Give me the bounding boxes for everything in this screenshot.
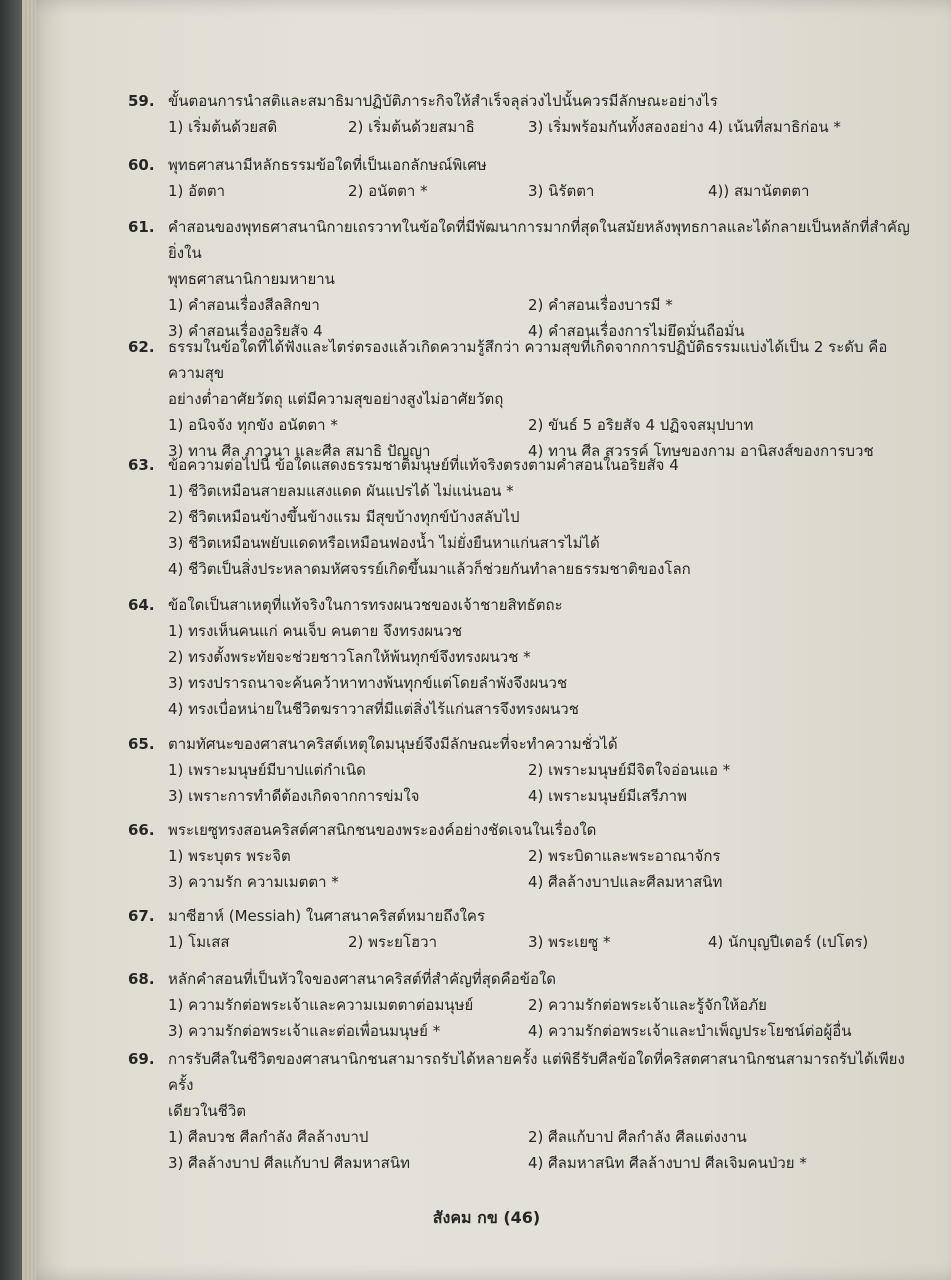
question-65 [128,731,918,809]
option-4: 4) ศีลมหาสนิท ศีลล้างบาป ศีลเจิมคนป่วย * [528,1154,807,1172]
question-69 [128,1046,918,1176]
option-2: 2) ทรงตั้งพระทัยจะช่วยชาวโลกให้พ้นทุกข์จึงทรงผนวช * [168,648,531,666]
question-text: ตามทัศนะของศาสนาคริสต์เหตุใดมนุษย์จึงมีลักษณะที่จะทำความชั่วได้ [168,735,618,753]
option-3: 3) ทาน ศีล ภาวนา และศีล สมาธิ ปัญญา [168,442,431,460]
question-text: ข้อความต่อไปนี้ ข้อใดแสดงธรรมชาติมนุษย์ที่แท้จริงตรงตามคำสอนในอริยสัจ 4 [168,456,679,474]
question-number: 68. [128,970,155,988]
options [168,178,918,204]
option-3: 3) ความรัก ความเมตตา * [168,873,339,891]
question-number: 62. [128,338,155,356]
question-61 [128,214,918,344]
options [168,1124,918,1176]
options [168,929,918,955]
question-text: พุทธศาสนามีหลักธรรมข้อใดที่เป็นเอกลักษณ์พิเศษ [168,156,487,174]
question-60 [128,152,918,204]
option-3: 3) เพราะการทำดีต้องเกิดจากการข่มใจ [168,787,420,805]
option-3: 3) นิรัตตา [528,182,595,200]
option-3: 3) ชีวิตเหมือนพยับแดดหรือเหมือนฟองน้ำ ไม่ยั่งยืนหาแก่นสารไม่ได้ [168,534,600,552]
option-4: 4) เน้นที่สมาธิก่อน * [708,118,841,136]
option-4: 4)) สมานัตตตา [708,182,810,200]
option-1: 1) ทรงเห็นคนแก่ คนเจ็บ คนตาย จึงทรงผนวช [168,622,463,640]
option-4: 4) นักบุญปีเตอร์ (เปโตร) [708,933,869,951]
option-1: 1) คำสอนเรื่องสีลสิกขา [168,296,320,314]
question-text: ธรรมในข้อใดที่ได้ฟังและไตร่ตรองแล้วเกิดความรู้สึกว่า ความสุขที่เกิดจากการปฏิบัติธรรมแบ่งได้เป็น 2 ระดับ คือ ความสุข [168,338,888,382]
option-2: 2) ขันธ์ 5 อริยสัจ 4 ปฏิจจสมุปบาท [528,416,754,434]
question-text: ขั้นตอนการนำสติและสมาธิมาปฏิบัติภาระกิจให้สำเร็จลุล่วงไปนั้นควรมีลักษณะอย่างไร [168,92,718,110]
option-1: 1) ศีลบวช ศีลกำลัง ศีลล้างบาป [168,1128,369,1146]
question-59 [128,88,918,140]
option-2: 2) พระบิดาและพระอาณาจักร [528,847,721,865]
options [168,843,918,895]
question-text-continued: พุทธศาสนานิกายมหายาน [168,270,335,288]
question-68 [128,966,918,1044]
question-number: 59. [128,92,155,110]
option-3: 3) ความรักต่อพระเจ้าและต่อเพื่อนมนุษย์ * [168,1022,441,1040]
option-2: 2) คำสอนเรื่องบารมี * [528,296,673,314]
option-1: 1) เริ่มต้นด้วยสติ [168,118,278,136]
option-2: 2) พระยโฮวา [348,933,438,951]
options [168,114,918,140]
option-2: 2) อนัตตา * [348,182,428,200]
option-4: 4) ศีลล้างบาปและศีลมหาสนิท [528,873,723,891]
question-number: 61. [128,218,155,236]
option-4: 4) เพราะมนุษย์มีเสรีภาพ [528,787,687,805]
page-footer: สังคม กข (46) [432,1208,541,1227]
question-66 [128,817,918,895]
question-text-continued: เดียวในชีวิต [168,1102,247,1120]
option-1: 1) อนิจจัง ทุกขัง อนัตตา * [168,416,338,434]
question-number: 65. [128,735,155,753]
option-3: 3) พระเยซู * [528,933,611,951]
question-text: ข้อใดเป็นสาเหตุที่แท้จริงในการทรงผนวชของเจ้าชายสิทธัตถะ [168,596,563,614]
option-2: 2) เพราะมนุษย์มีจิตใจอ่อนแอ * [528,761,731,779]
question-number: 67. [128,907,155,925]
question-text: คำสอนของพุทธศาสนานิกายเถรวาทในข้อใดที่มีพัฒนาการมากที่สุดในสมัยหลังพุทธกาลและได้กลายเป็นหลักที่สำคัญยิ่งใน [168,218,910,262]
option-1: 1) เพราะมนุษย์มีบาปแต่กำเนิด [168,761,366,779]
option-3: 3) ทรงปรารถนาจะค้นคว้าหาทางพ้นทุกข์แต่โดยลำพังจึงผนวช [168,674,568,692]
question-text-continued: อย่างต่ำอาศัยวัตถุ แต่มีความสุขอย่างสูงไม่อาศัยวัตถุ [168,390,504,408]
option-1: 1) โมเสส [168,933,230,951]
question-number: 63. [128,456,155,474]
question-63 [128,452,918,582]
option-3: 3) เริ่มพร้อมกันทั้งสองอย่าง [528,118,704,136]
option-2: 2) เริ่มต้นด้วยสมาธิ [348,118,475,136]
option-4: 4) ชีวิตเป็นสิ่งประหลาดมหัศจรรย์เกิดขึ้นมาแล้วก็ช่วยกันทำลายธรรมชาติของโลก [168,560,691,578]
question-text: การรับศีลในชีวิตของศาสนานิกชนสามารถรับได้หลายครั้ง แต่พิธีรับศีลข้อใดที่คริสตศาสนานิกชนสามารถรับได้เพียงครั้ง [168,1050,905,1094]
option-1: 1) พระบุตร พระจิต [168,847,291,865]
document-page [22,0,951,1280]
options [168,478,918,582]
question-number: 60. [128,156,155,174]
question-number: 69. [128,1050,155,1068]
option-2: 2) ความรักต่อพระเจ้าและรู้จักให้อภัย [528,996,767,1014]
option-3: 3) ศีลล้างบาป ศีลแก้บาป ศีลมหาสนิท [168,1154,410,1172]
page-binding-edge [22,0,36,1280]
question-62 [128,334,918,464]
question-67 [128,903,918,955]
option-4: 4) ทรงเบื่อหน่ายในชีวิตฆราวาสที่มีแต่สิ่งไร้แก่นสารจึงทรงผนวช [168,700,579,718]
options [168,757,918,809]
option-4: 4) ทาน ศีล สวรรค์ โทษของกาม อานิสงส์ของการบวช [528,442,874,460]
question-64 [128,592,918,722]
question-number: 64. [128,596,155,614]
question-number: 66. [128,821,155,839]
option-2: 2) ศีลแก้บาป ศีลกำลัง ศีลแต่งงาน [528,1128,747,1146]
question-text: มาซีฮาห์ (Messiah) ในศาสนาคริสต์หมายถึงใคร [168,907,486,925]
option-2: 2) ชีวิตเหมือนข้างขึ้นข้างแรม มีสุขบ้างทุกข์บ้างสลับไป [168,508,520,526]
option-4: 4) ความรักต่อพระเจ้าและบำเพ็ญประโยชน์ต่อผู้อื่น [528,1022,852,1040]
question-text: พระเยซูทรงสอนคริสต์ศาสนิกชนของพระองค์อย่างชัดเจนในเรื่องใด [168,821,597,839]
question-text: หลักคำสอนที่เป็นหัวใจของศาสนาคริสต์ที่สำคัญที่สุดคือข้อใด [168,970,557,988]
option-1: 1) อัตตา [168,182,226,200]
option-3: 3) คำสอนเรื่องอริยสัจ 4 [168,322,323,340]
option-1: 1) ชีวิตเหมือนสายลมแสงแดด ผันแปรได้ ไม่แน่นอน * [168,482,514,500]
option-4: 4) คำสอนเรื่องการไม่ยึดมั่นถือมั่น [528,322,745,340]
options [168,992,918,1044]
option-1: 1) ความรักต่อพระเจ้าและความเมตตาต่อมนุษย์ [168,996,474,1014]
options [168,618,918,722]
